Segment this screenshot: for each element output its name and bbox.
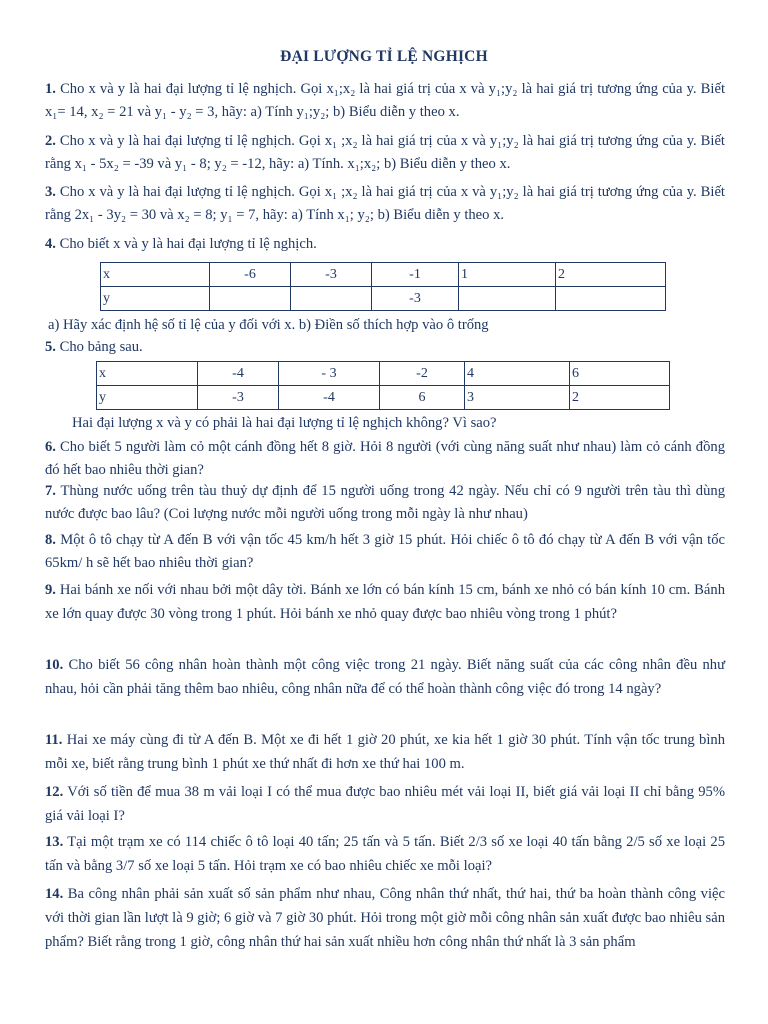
exercise-text: Thùng nước uống trên tàu thuỷ dự định để 15 người uống trong 42 ngày. Nếu chỉ có 9 người trên tàu thì dùng nước được bao lâu? (Coi lượng nước mỗi người uống trong mỗi ngày là như nhau) bbox=[45, 483, 725, 522]
exercise-14 bbox=[45, 882, 725, 954]
exercise-6 bbox=[45, 436, 725, 482]
table-cell bbox=[291, 287, 372, 311]
exercise-text: Cho biết 56 công nhân hoàn thành một công việc trong 21 ngày. Biết năng suất của các công nhân đều như nhau, hỏi cần phải tăng thêm bao nhiêu, công nhân nữa để có thể hoàn thành công việc đó trong 14 ngày? bbox=[45, 657, 725, 697]
exercise-text: Cho x và y là hai đại lượng tỉ lệ nghịch. Gọi x₁ ;x₂ là hai giá trị của x và y₁;y₂ là hai giá trị tương ứng của y. Biết rằng x₁ - 5x₂ = -39 và y₁ - 8; y₂ = -12, hãy: a) Tính. x₁;x₂; b) Biểu diễn y theo x. bbox=[45, 133, 725, 172]
table-cell: - 3 bbox=[279, 362, 380, 386]
exercise-text: Với số tiền để mua 38 m vải loại I có thể mua được bao nhiêu mét vải loại II, biết giá vải loại II chỉ bằng 95% giá vải loại I? bbox=[45, 784, 725, 824]
table-cell: -3 bbox=[372, 287, 459, 311]
exercise-text: Cho x và y là hai đại lượng tỉ lệ nghịch. Gọi x₁ ;x₂ là hai giá trị của x và y₁;y₂ là hai giá trị tương ứng của y. Biết rằng 2x₁ - 3y₂ = 30 và x₂ = 8; y₁ = 7, hãy: a) Tính x₁; y₂; b) Biểu diễn y theo x. bbox=[45, 184, 725, 223]
table-cell: -1 bbox=[372, 263, 459, 287]
table-exercise-4 bbox=[100, 262, 666, 311]
exercise-text: Cho biết x và y là hai đại lượng tỉ lệ nghịch. bbox=[55, 236, 317, 252]
exercise-3 bbox=[45, 181, 725, 227]
exercise-number: 11. bbox=[45, 732, 63, 748]
table-cell: 4 bbox=[465, 362, 570, 386]
exercise-12 bbox=[45, 780, 725, 828]
table-cell: x bbox=[101, 263, 210, 287]
table-cell: -6 bbox=[210, 263, 291, 287]
table-row bbox=[97, 386, 670, 410]
table-cell: 6 bbox=[570, 362, 670, 386]
table-row bbox=[101, 263, 666, 287]
table-cell: y bbox=[97, 386, 198, 410]
exercise-text: Tại một trạm xe có 114 chiếc ô tô loại 40 tấn; 25 tấn và 5 tấn. Biết 2/3 số xe loại 40 tấn bằng 2/5 số xe loại 25 tấn và bằng 3/7 số xe loại 5 tấn. Hỏi trạm xe có bao nhiêu chiếc xe mỗi loại? bbox=[45, 834, 725, 874]
table-cell: -3 bbox=[291, 263, 372, 287]
exercise-text: Cho bảng sau. bbox=[55, 339, 143, 355]
table-cell: -3 bbox=[198, 386, 279, 410]
table-cell: -4 bbox=[198, 362, 279, 386]
exercise-text: Ba công nhân phải sản xuất số sản phẩm như nhau, Công nhân thứ nhất, thứ hai, thứ ba hoàn thành công việc với thời gian lần lượt là 9 giờ; 6 giờ và 7 giờ 30 phút. Hỏi trong một giờ mỗi công nhân sản xuất được bao nhiêu sản phẩm? Biết rằng trong 1 giờ, công nhân thứ hai sản xuất nhiều hơn công nhân thứ nhất là 3 sản phẩm bbox=[45, 886, 725, 950]
exercise-text: Hai bánh xe nối với nhau bởi một dây tời. Bánh xe lớn có bán kính 15 cm, bánh xe nhỏ có bán kính 10 cm. Bánh xe lớn quay được 30 vòng trong 1 phút. Hỏi bánh xe nhỏ quay được bao nhiêu vòng trong 1 phút? bbox=[45, 582, 725, 622]
exercise-number: 2. bbox=[45, 133, 56, 149]
exercise-9 bbox=[45, 578, 725, 626]
exercise-number: 10. bbox=[45, 657, 64, 673]
table-cell: 6 bbox=[380, 386, 465, 410]
exercise-number: 6. bbox=[45, 439, 56, 455]
exercise-number: 8. bbox=[45, 532, 56, 548]
exercise-4 bbox=[45, 236, 317, 253]
exercise-number: 5. bbox=[45, 339, 56, 355]
exercise-number: 12. bbox=[45, 784, 64, 800]
exercise-7 bbox=[45, 480, 725, 526]
exercise-number: 4. bbox=[45, 236, 56, 252]
exercise-5-question: Hai đại lượng x và y có phải là hai đại lượng tỉ lệ nghịch không? Vì sao? bbox=[72, 415, 497, 431]
exercise-number: 7. bbox=[45, 483, 56, 499]
table-cell: -4 bbox=[279, 386, 380, 410]
page-title: ĐẠI LƯỢNG TỈ LỆ NGHỊCH bbox=[280, 48, 488, 65]
exercise-11 bbox=[45, 728, 725, 776]
exercise-number: 14. bbox=[45, 886, 64, 902]
table-cell bbox=[556, 287, 666, 311]
exercise-10 bbox=[45, 653, 725, 701]
table-cell: y bbox=[101, 287, 210, 311]
exercise-2 bbox=[45, 130, 725, 176]
table-exercise-5 bbox=[96, 361, 670, 410]
exercise-number: 13. bbox=[45, 834, 64, 850]
table-cell bbox=[459, 287, 556, 311]
exercise-4-tasks: a) Hãy xác định hệ số tỉ lệ của y đối với x. b) Điền số thích hợp vào ô trống bbox=[48, 317, 489, 333]
exercise-text: Cho biết 5 người làm cỏ một cánh đồng hết 8 giờ. Hỏi 8 người (với cùng năng suất như nhau) làm cỏ cánh đồng đó hết bao nhiêu thời gian? bbox=[45, 439, 725, 478]
table-cell: 2 bbox=[556, 263, 666, 287]
table-row bbox=[97, 362, 670, 386]
exercise-text: Một ô tô chạy từ A đến B với vận tốc 45 km/h hết 3 giờ 15 phút. Hỏi chiếc ô tô đó chạy từ A đến B với vận tốc 65km/ h sẽ hết bao nhiêu thời gian? bbox=[45, 532, 725, 571]
exercise-text: Hai xe máy cùng đi từ A đến B. Một xe đi hết 1 giờ 20 phút, xe kia hết 1 giờ 30 phút. Tính vận tốc trung bình mỗi xe, biết rằng trung bình 1 phút xe thứ nhất đi hơn xe thứ hai 100 m. bbox=[45, 732, 725, 772]
table-cell: 3 bbox=[465, 386, 570, 410]
table-cell: x bbox=[97, 362, 198, 386]
exercise-number: 9. bbox=[45, 582, 56, 598]
table-cell: 2 bbox=[570, 386, 670, 410]
exercise-13 bbox=[45, 830, 725, 878]
exercise-number: 1. bbox=[45, 81, 56, 97]
exercise-5 bbox=[45, 339, 143, 356]
table-row bbox=[101, 287, 666, 311]
exercise-1 bbox=[45, 78, 725, 124]
table-cell: -2 bbox=[380, 362, 465, 386]
exercise-number: 3. bbox=[45, 184, 56, 200]
exercise-text: Cho x và y là hai đại lượng tỉ lệ nghịch. Gọi x₁;x₂ là hai giá trị của x và y₁;y₂ là hai giá trị tương ứng của y. Biết x₁= 14, x₂ = 21 và y₁ - y₂ = 3, hãy: a) Tính y₁;y₂; b) Biểu diễn y theo x. bbox=[45, 81, 725, 120]
table-cell bbox=[210, 287, 291, 311]
table-cell: 1 bbox=[459, 263, 556, 287]
exercise-8 bbox=[45, 529, 725, 575]
